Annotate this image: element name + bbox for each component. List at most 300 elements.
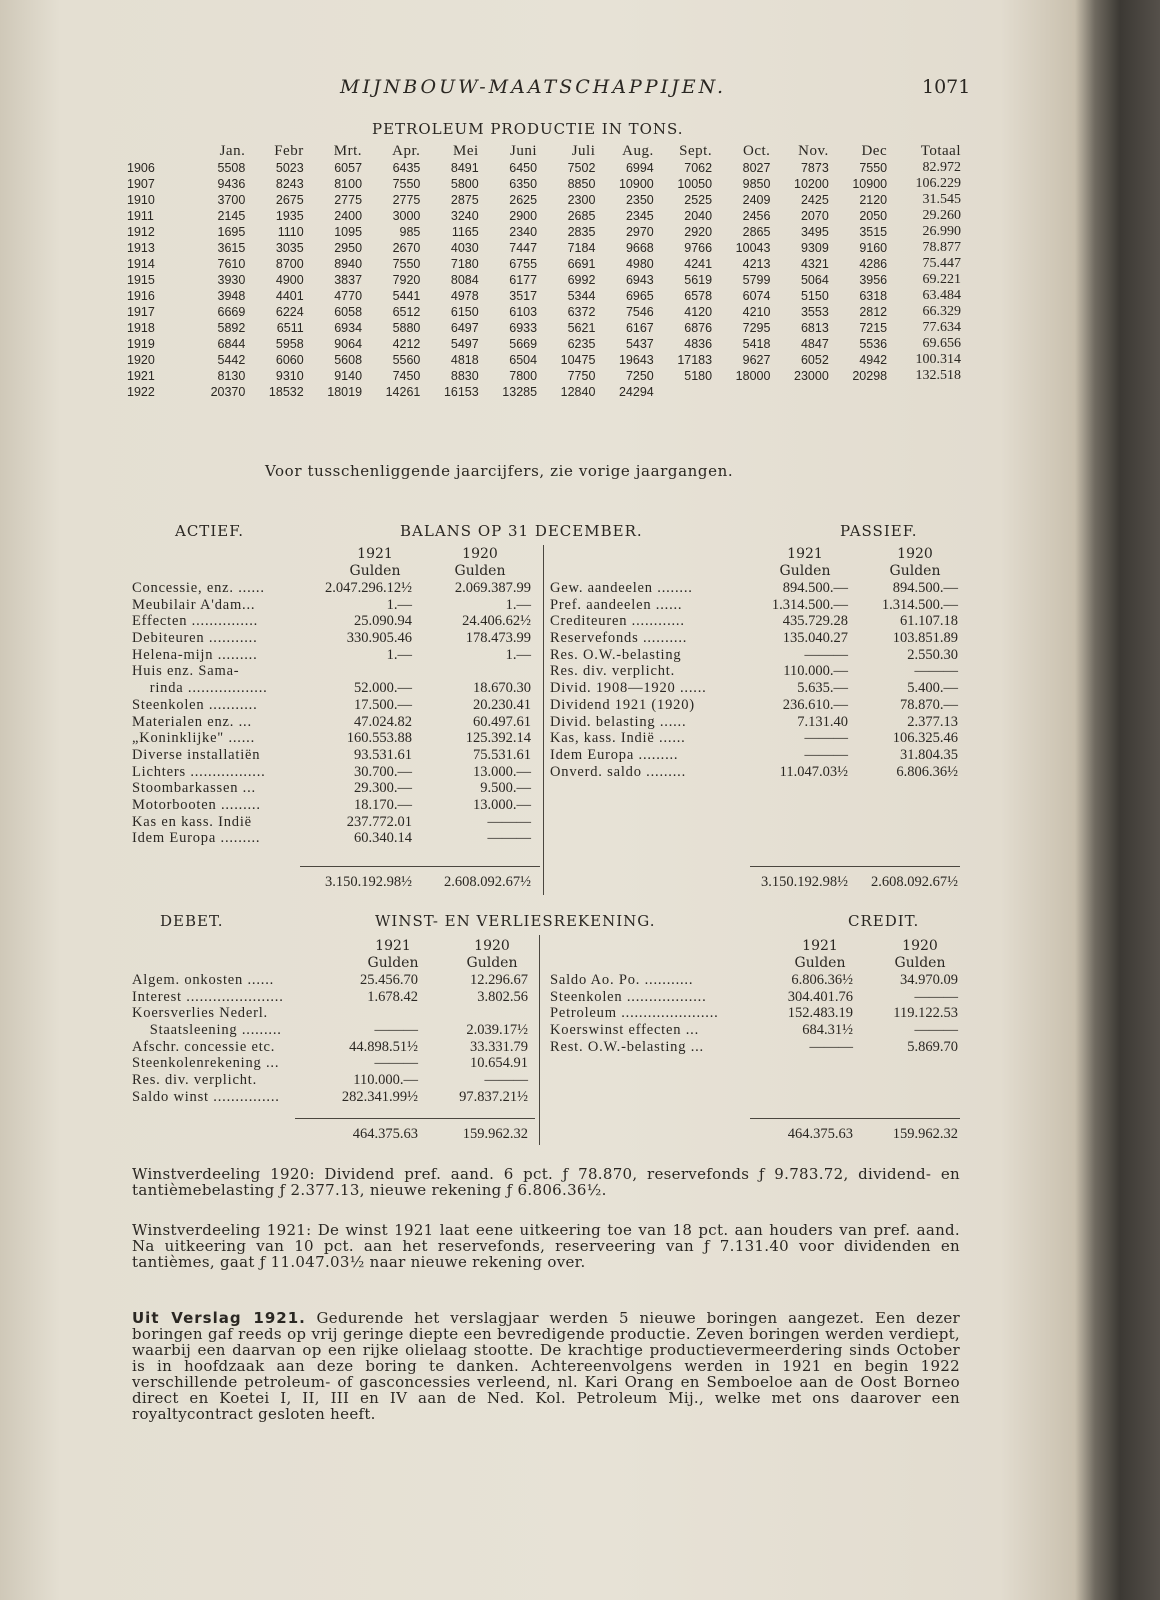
liability-label: Onverd. saldo ......... bbox=[550, 763, 686, 780]
liability-value-1921: 236.610.— bbox=[782, 696, 848, 713]
production-cell: 6504 bbox=[509, 353, 538, 367]
balance-liab-year-1: 1921 bbox=[787, 546, 823, 562]
production-cell: 6844 bbox=[217, 337, 246, 351]
liability-value-1921: 894.500.— bbox=[782, 580, 848, 596]
production-cell: 4030 bbox=[450, 241, 479, 255]
production-cell bbox=[715, 384, 773, 400]
production-cell: 6150 bbox=[450, 305, 479, 319]
pl-divider bbox=[539, 935, 540, 1145]
production-cell: 5437 bbox=[625, 337, 654, 351]
production-cell: 2920 bbox=[684, 225, 713, 239]
balance-liab-unit-2: Gulden bbox=[889, 563, 941, 579]
winstverdeeling-1920: Winstverdeeling 1920: Dividend pref. aand. 6 pct. ƒ 78.870, reservefonds ƒ 9.783.72, dividend- en tantièmebelasting ƒ 2.377.13, nieuwe rekening ƒ 6.806.36½. bbox=[132, 1165, 960, 1199]
production-cell: 12840 bbox=[560, 385, 596, 399]
liability-label: Pref. aandeelen ...... bbox=[550, 596, 683, 613]
production-cell: 5800 bbox=[450, 177, 479, 191]
production-cell: 6813 bbox=[800, 321, 829, 335]
asset-row bbox=[132, 597, 542, 614]
debit-value-1920: 2.039.17½ bbox=[466, 1022, 528, 1039]
liability-row bbox=[550, 680, 960, 697]
asset-value-1921: 30.700.— bbox=[354, 763, 412, 780]
debit-row bbox=[132, 1039, 537, 1056]
asset-value-1920: 1.— bbox=[505, 646, 531, 663]
production-cell: 6512 bbox=[392, 305, 421, 319]
liability-row bbox=[550, 630, 960, 647]
asset-row bbox=[132, 797, 542, 814]
production-cell: 6755 bbox=[509, 257, 538, 271]
production-cell: 2120 bbox=[859, 193, 888, 207]
production-cell: 7610 bbox=[217, 257, 246, 271]
production-cell: 7450 bbox=[392, 369, 421, 383]
production-cell: 10900 bbox=[618, 177, 654, 191]
production-cell: 66.329 bbox=[922, 304, 961, 319]
production-cell: 4770 bbox=[334, 289, 363, 303]
production-row bbox=[124, 368, 964, 384]
credit-value-1920: ——— bbox=[914, 1022, 958, 1039]
production-col-header: Jan. bbox=[219, 142, 246, 159]
production-cell: 100.314 bbox=[915, 352, 961, 367]
production-cell: 4836 bbox=[684, 337, 713, 351]
production-cell: 6177 bbox=[509, 273, 538, 287]
production-cell: 7062 bbox=[684, 161, 713, 175]
production-cell: 8100 bbox=[334, 177, 363, 191]
verslag-lead: Uit Verslag 1921. bbox=[132, 1309, 306, 1327]
asset-value-1920: 20.230.41 bbox=[473, 696, 531, 713]
asset-row bbox=[132, 764, 542, 781]
credit-value-1921: 304.401.76 bbox=[787, 988, 853, 1005]
production-cell bbox=[657, 384, 715, 400]
asset-label: Diverse installatiën bbox=[132, 746, 261, 763]
production-cell: 8850 bbox=[567, 177, 596, 191]
asset-row bbox=[132, 714, 542, 731]
production-col-header: Apr. bbox=[392, 142, 421, 159]
production-cell: 6933 bbox=[509, 321, 538, 335]
asset-value-1921: 1.— bbox=[386, 596, 412, 613]
liability-label: Dividend 1921 (1920) bbox=[550, 696, 695, 713]
production-cell: 31.545 bbox=[922, 192, 961, 207]
asset-value-1921: 29.300.— bbox=[354, 780, 412, 797]
debit-row bbox=[132, 972, 537, 989]
production-year: 1921 bbox=[127, 369, 155, 383]
production-year: 1919 bbox=[127, 337, 155, 351]
debit-label: Steenkolenrekening ... bbox=[132, 1055, 280, 1072]
production-cell: 5958 bbox=[275, 337, 304, 351]
debit-value-1920: 12.296.67 bbox=[470, 972, 528, 988]
liability-value-1921: 1.314.500.— bbox=[771, 596, 848, 613]
production-cell: 1110 bbox=[277, 225, 304, 239]
production-cell: 2050 bbox=[859, 209, 888, 223]
production-cell: 2040 bbox=[684, 209, 713, 223]
credit-label: Koerswinst effecten ... bbox=[550, 1022, 699, 1039]
debit-row bbox=[132, 1022, 537, 1039]
production-cell: 4321 bbox=[800, 257, 829, 271]
asset-label: Meubilair A'dam... bbox=[132, 596, 256, 613]
production-cell: 2409 bbox=[742, 193, 771, 207]
production-year: 1910 bbox=[127, 193, 155, 207]
production-cell: 7447 bbox=[509, 241, 538, 255]
production-year: 1914 bbox=[127, 257, 155, 271]
debit-value-1921: 282.341.99½ bbox=[341, 1088, 418, 1105]
asset-value-1920: ——— bbox=[487, 830, 531, 847]
credit-label: Petroleum ...................... bbox=[550, 1005, 719, 1022]
liability-row bbox=[550, 747, 960, 764]
production-cell: 10475 bbox=[560, 353, 596, 367]
production-cell: 7250 bbox=[625, 369, 654, 383]
production-col-header: Oct. bbox=[743, 142, 771, 159]
production-cell: 5669 bbox=[509, 337, 538, 351]
production-cell: 6074 bbox=[742, 289, 771, 303]
production-cell: 69.656 bbox=[922, 336, 961, 351]
debit-label: Staatsleening ......... bbox=[132, 1022, 282, 1039]
production-cell: 4212 bbox=[392, 337, 421, 351]
production-cell: 9310 bbox=[275, 369, 304, 383]
production-cell: 4900 bbox=[275, 273, 304, 287]
production-cell: 2340 bbox=[509, 225, 538, 239]
production-cell: 6058 bbox=[334, 305, 363, 319]
production-cell: 6052 bbox=[800, 353, 829, 367]
production-cell: 985 bbox=[399, 225, 421, 239]
liability-row bbox=[550, 697, 960, 714]
production-row bbox=[124, 256, 964, 272]
production-cell: 6943 bbox=[625, 273, 654, 287]
liability-value-1921: ——— bbox=[804, 746, 848, 763]
production-cell: 77.634 bbox=[922, 320, 961, 335]
asset-value-1920: 125.392.14 bbox=[465, 730, 531, 747]
asset-label: rinda .................. bbox=[132, 680, 268, 697]
production-cell: 7295 bbox=[742, 321, 771, 335]
production-cell: 3035 bbox=[275, 241, 304, 255]
asset-value-1920: 178.473.99 bbox=[465, 630, 531, 647]
balance-assets-year-1: 1921 bbox=[357, 546, 393, 562]
production-cell: 9668 bbox=[625, 241, 654, 255]
pl-credit bbox=[550, 972, 960, 1055]
asset-row bbox=[132, 680, 542, 697]
production-cell: 69.221 bbox=[922, 272, 961, 287]
production-cell: 2775 bbox=[334, 193, 363, 207]
production-cell: 6435 bbox=[392, 161, 421, 175]
asset-label: Huis enz. Sama- bbox=[132, 663, 240, 680]
production-cell: 5508 bbox=[217, 161, 246, 175]
production-cell: 2835 bbox=[567, 225, 596, 239]
credit-value-1920: 34.970.09 bbox=[900, 972, 958, 988]
production-cell: 2425 bbox=[800, 193, 829, 207]
production-cell: 4942 bbox=[859, 353, 888, 367]
liability-row bbox=[550, 580, 960, 597]
production-cell: 2865 bbox=[742, 225, 771, 239]
production-cell: 4241 bbox=[684, 257, 713, 271]
production-col-header: Totaal bbox=[920, 142, 961, 159]
asset-value-1920: 18.670.30 bbox=[473, 680, 531, 697]
production-cell: 9160 bbox=[859, 241, 888, 255]
production-cell: 17183 bbox=[677, 353, 713, 367]
production-col-header: Mrt. bbox=[333, 142, 363, 159]
production-cell: 18000 bbox=[735, 369, 771, 383]
production-cell: 7215 bbox=[859, 321, 888, 335]
asset-label: Kas en kass. Indië bbox=[132, 813, 252, 830]
asset-label: Effecten ............... bbox=[132, 613, 259, 630]
production-cell: 3000 bbox=[392, 209, 421, 223]
production-row bbox=[124, 160, 964, 176]
pl-debit bbox=[132, 972, 537, 1106]
production-cell: 2950 bbox=[334, 241, 363, 255]
production-cell: 5180 bbox=[684, 369, 713, 383]
production-cell: 4980 bbox=[625, 257, 654, 271]
asset-label: Helena-mijn ......... bbox=[132, 646, 258, 663]
asset-value-1921: 237.772.01 bbox=[346, 813, 412, 830]
production-col-header: Febr bbox=[274, 142, 304, 159]
production-cell: 8700 bbox=[275, 257, 304, 271]
production-year: 1918 bbox=[127, 321, 155, 335]
balance-center-title: BALANS OP 31 DECEMBER. bbox=[400, 522, 643, 540]
balance-left-title: ACTIEF. bbox=[175, 522, 245, 540]
production-cell: 3956 bbox=[859, 273, 888, 287]
liability-value-1921: ——— bbox=[804, 730, 848, 747]
pl-debit-year-1: 1921 bbox=[375, 938, 411, 954]
production-cell: 6691 bbox=[567, 257, 596, 271]
production-cell: 4120 bbox=[684, 305, 713, 319]
liability-value-1920: 894.500.— bbox=[892, 580, 958, 596]
production-cell: 6511 bbox=[276, 321, 304, 335]
production-cell: 5892 bbox=[217, 321, 246, 335]
production-cell bbox=[832, 384, 890, 400]
production-cell: 8243 bbox=[275, 177, 304, 191]
asset-value-1921: 330.905.46 bbox=[346, 630, 412, 647]
balance-liab-total-1921: 3.150.192.98½ bbox=[761, 874, 848, 890]
production-cell: 2812 bbox=[859, 305, 888, 319]
balance-liab-unit-1: Gulden bbox=[779, 563, 831, 579]
production-col-header: Juli bbox=[571, 142, 596, 159]
asset-label: Lichters ................. bbox=[132, 763, 266, 780]
asset-value-1920: 9.500.— bbox=[480, 780, 531, 797]
debit-value-1920: 33.331.79 bbox=[470, 1038, 528, 1055]
production-cell: 2625 bbox=[509, 193, 538, 207]
production-cell: 5064 bbox=[800, 273, 829, 287]
debit-label: Saldo winst ............... bbox=[132, 1088, 280, 1105]
liability-value-1920: 2.377.13 bbox=[907, 713, 958, 730]
asset-value-1921: 52.000.— bbox=[354, 680, 412, 697]
production-row bbox=[124, 336, 964, 352]
production-cell: 6992 bbox=[567, 273, 596, 287]
production-col-header: Aug. bbox=[622, 142, 654, 159]
debit-value-1921: 110.000.— bbox=[353, 1072, 418, 1089]
production-cell: 7920 bbox=[392, 273, 421, 287]
production-cell: 5880 bbox=[392, 321, 421, 335]
liability-value-1920: 6.806.36½ bbox=[896, 763, 958, 780]
credit-value-1921: ——— bbox=[809, 1038, 853, 1055]
liability-row bbox=[550, 714, 960, 731]
production-cell: 4286 bbox=[859, 257, 888, 271]
production-cell: 1165 bbox=[451, 225, 479, 239]
pl-credit-unit-1: Gulden bbox=[794, 955, 846, 971]
production-cell: 6350 bbox=[509, 177, 538, 191]
balance-assets-total-1920: 2.608.092.67½ bbox=[444, 874, 531, 890]
debit-value-1921: 44.898.51½ bbox=[349, 1038, 418, 1055]
liability-value-1920: ——— bbox=[914, 663, 958, 680]
production-cell: 6965 bbox=[625, 289, 654, 303]
production-cell: 6167 bbox=[625, 321, 654, 335]
debit-value-1921: 1.678.42 bbox=[367, 988, 418, 1005]
production-cell: 3930 bbox=[217, 273, 246, 287]
asset-value-1921: 60.340.14 bbox=[354, 830, 412, 847]
asset-label: Concessie, enz. ...... bbox=[132, 580, 265, 596]
liability-row bbox=[550, 764, 960, 781]
production-cell: 2775 bbox=[392, 193, 421, 207]
production-cell: 5150 bbox=[800, 289, 829, 303]
liability-label: Idem Europa ......... bbox=[550, 746, 679, 763]
asset-value-1921: 18.170.— bbox=[354, 796, 412, 813]
liability-value-1920: 2.550.30 bbox=[907, 646, 958, 663]
asset-value-1920: 24.406.62½ bbox=[462, 613, 531, 630]
liability-label: Divid. belasting ...... bbox=[550, 713, 687, 730]
pl-right-title: CREDIT. bbox=[848, 912, 920, 930]
debit-value-1920: 3.802.56 bbox=[477, 988, 528, 1005]
production-cell: 2400 bbox=[334, 209, 363, 223]
asset-row bbox=[132, 730, 542, 747]
credit-row bbox=[550, 972, 960, 989]
pl-credit-rule bbox=[750, 1118, 960, 1119]
production-cell bbox=[773, 384, 831, 400]
balance-liab-total-1920: 2.608.092.67½ bbox=[871, 874, 958, 890]
production-cell: 3553 bbox=[800, 305, 829, 319]
production-cell: 3495 bbox=[800, 225, 829, 239]
asset-row bbox=[132, 747, 542, 764]
liability-value-1921: 435.729.28 bbox=[782, 613, 848, 630]
balance-divider bbox=[543, 545, 544, 895]
debit-value-1921: ——— bbox=[374, 1022, 418, 1039]
production-cell: 7502 bbox=[567, 161, 596, 175]
asset-value-1920: 75.531.61 bbox=[473, 746, 531, 763]
asset-row bbox=[132, 630, 542, 647]
liability-value-1920: 78.870.— bbox=[900, 696, 958, 713]
production-cell: 26.990 bbox=[922, 224, 961, 239]
asset-value-1921: 2.047.296.12½ bbox=[325, 580, 412, 596]
production-row bbox=[124, 240, 964, 256]
production-cell: 6876 bbox=[684, 321, 713, 335]
production-col-header: Juni bbox=[510, 142, 538, 159]
production-cell: 3837 bbox=[334, 273, 363, 287]
liability-label: Divid. 1908—1920 ...... bbox=[550, 680, 707, 697]
production-cell: 9309 bbox=[800, 241, 829, 255]
production-cell: 5497 bbox=[450, 337, 479, 351]
production-year: 1911 bbox=[127, 209, 154, 223]
balance-assets-year-2: 1920 bbox=[462, 546, 498, 562]
production-cell: 2685 bbox=[567, 209, 596, 223]
asset-row bbox=[132, 830, 542, 847]
production-year: 1907 bbox=[127, 177, 155, 191]
production-year: 1913 bbox=[127, 241, 155, 255]
pl-credit-year-1: 1921 bbox=[802, 938, 838, 954]
production-row bbox=[124, 176, 964, 192]
liability-value-1921: 11.047.03½ bbox=[779, 763, 848, 780]
production-cell: 6669 bbox=[217, 305, 246, 319]
production-cell: 3948 bbox=[217, 289, 246, 303]
asset-value-1921: 17.500.— bbox=[354, 696, 412, 713]
production-cell: 5418 bbox=[742, 337, 771, 351]
verslag-paragraph bbox=[132, 1310, 960, 1422]
production-cell: 2350 bbox=[625, 193, 654, 207]
asset-value-1921: 25.090.94 bbox=[354, 613, 412, 630]
production-note: Voor tusschenliggende jaarcijfers, zie vorige jaargangen. bbox=[265, 462, 734, 480]
production-row bbox=[124, 192, 964, 208]
verslag-body: Gedurende het verslagjaar werden 5 nieuwe boringen aangezet. Een dezer boringen gaf reeds op vrij geringe diepte een bevredigende productie. Zeven boringen werden verdiept, waarbij een daarvan op een rijke olielaag stootte. De krachtige productievermeerdering sinds October is in hoofdzaak aan deze boring te danken. Achtereenvolgens werden in 1921 en begin 1922 verschillende petroleum- of gasconcessies verleend, nl. Kari Orang en Semboeloe aan de Oost Borneo direct en Koetei I, II, III en IV aan de Ned. Kol. Petroleum Mij., welke met ons daarover een royaltycontract gesloten heeft. bbox=[132, 1309, 960, 1423]
production-row bbox=[124, 288, 964, 304]
pl-debit-year-2: 1920 bbox=[474, 938, 510, 954]
asset-label: Stoombarkassen ... bbox=[132, 780, 256, 797]
production-cell: 2970 bbox=[625, 225, 654, 239]
production-cell: 132.518 bbox=[915, 368, 961, 383]
production-cell: 18019 bbox=[327, 385, 363, 399]
pl-center-title: WINST- EN VERLIESREKENING. bbox=[375, 912, 656, 930]
production-cell: 82.972 bbox=[922, 160, 961, 175]
asset-value-1921: 160.553.88 bbox=[346, 730, 412, 747]
pl-credit-total-1921: 464.375.63 bbox=[787, 1126, 853, 1142]
pl-credit-unit-2: Gulden bbox=[894, 955, 946, 971]
production-cell: 5441 bbox=[392, 289, 421, 303]
production-row bbox=[124, 304, 964, 320]
page-number: 1071 bbox=[922, 76, 971, 98]
production-cell: 7550 bbox=[392, 177, 421, 191]
production-cell: 6372 bbox=[567, 305, 596, 319]
debit-value-1921: 25.456.70 bbox=[360, 972, 418, 988]
production-cell: 23000 bbox=[794, 369, 829, 383]
production-cell: 7800 bbox=[509, 369, 538, 383]
liability-value-1920: 5.400.— bbox=[907, 680, 958, 697]
production-cell: 6994 bbox=[625, 161, 654, 175]
pl-debit-unit-1: Gulden bbox=[367, 955, 419, 971]
production-cell: 5344 bbox=[567, 289, 596, 303]
pl-debit-rule bbox=[295, 1118, 535, 1119]
liability-value-1920: 31.804.35 bbox=[900, 746, 958, 763]
production-cell: 10050 bbox=[677, 177, 713, 191]
liability-label: Res. O.W.-belasting bbox=[550, 646, 682, 663]
production-cell: 8084 bbox=[450, 273, 479, 287]
asset-row bbox=[132, 697, 542, 714]
production-cell: 10043 bbox=[735, 241, 771, 255]
liability-value-1920: 106.325.46 bbox=[892, 730, 958, 747]
production-cell: 4978 bbox=[450, 289, 479, 303]
production-cell: 2900 bbox=[509, 209, 538, 223]
production-title: PETROLEUM PRODUCTIE IN TONS. bbox=[372, 120, 684, 138]
production-col-header bbox=[124, 142, 190, 160]
production-cell: 20370 bbox=[210, 385, 246, 399]
production-cell: 8130 bbox=[217, 369, 246, 383]
liability-label: Gew. aandeelen ........ bbox=[550, 580, 693, 596]
production-cell: 3615 bbox=[217, 241, 246, 255]
production-row bbox=[124, 352, 964, 368]
asset-value-1920: ——— bbox=[487, 813, 531, 830]
debit-value-1921: ——— bbox=[374, 1055, 418, 1072]
production-cell: 5442 bbox=[217, 353, 246, 367]
production-cell: 6224 bbox=[275, 305, 304, 319]
production-year: 1920 bbox=[127, 353, 155, 367]
debit-value-1920: 10.654.91 bbox=[470, 1055, 528, 1072]
debit-row bbox=[132, 1072, 537, 1089]
production-cell: 5799 bbox=[742, 273, 771, 287]
production-cell: 3517 bbox=[509, 289, 538, 303]
credit-row bbox=[550, 1039, 960, 1056]
production-cell: 16153 bbox=[443, 385, 479, 399]
liability-row bbox=[550, 597, 960, 614]
credit-row bbox=[550, 1022, 960, 1039]
production-cell: 5621 bbox=[567, 321, 596, 335]
production-cell: 8830 bbox=[450, 369, 479, 383]
production-header-row bbox=[124, 142, 964, 160]
asset-label: „Koninklijke" ...... bbox=[132, 730, 256, 747]
balance-assets bbox=[132, 580, 542, 847]
balance-liab-rule bbox=[750, 866, 960, 867]
credit-label: Steenkolen .................. bbox=[550, 988, 707, 1005]
liability-value-1920: 61.107.18 bbox=[900, 613, 958, 630]
